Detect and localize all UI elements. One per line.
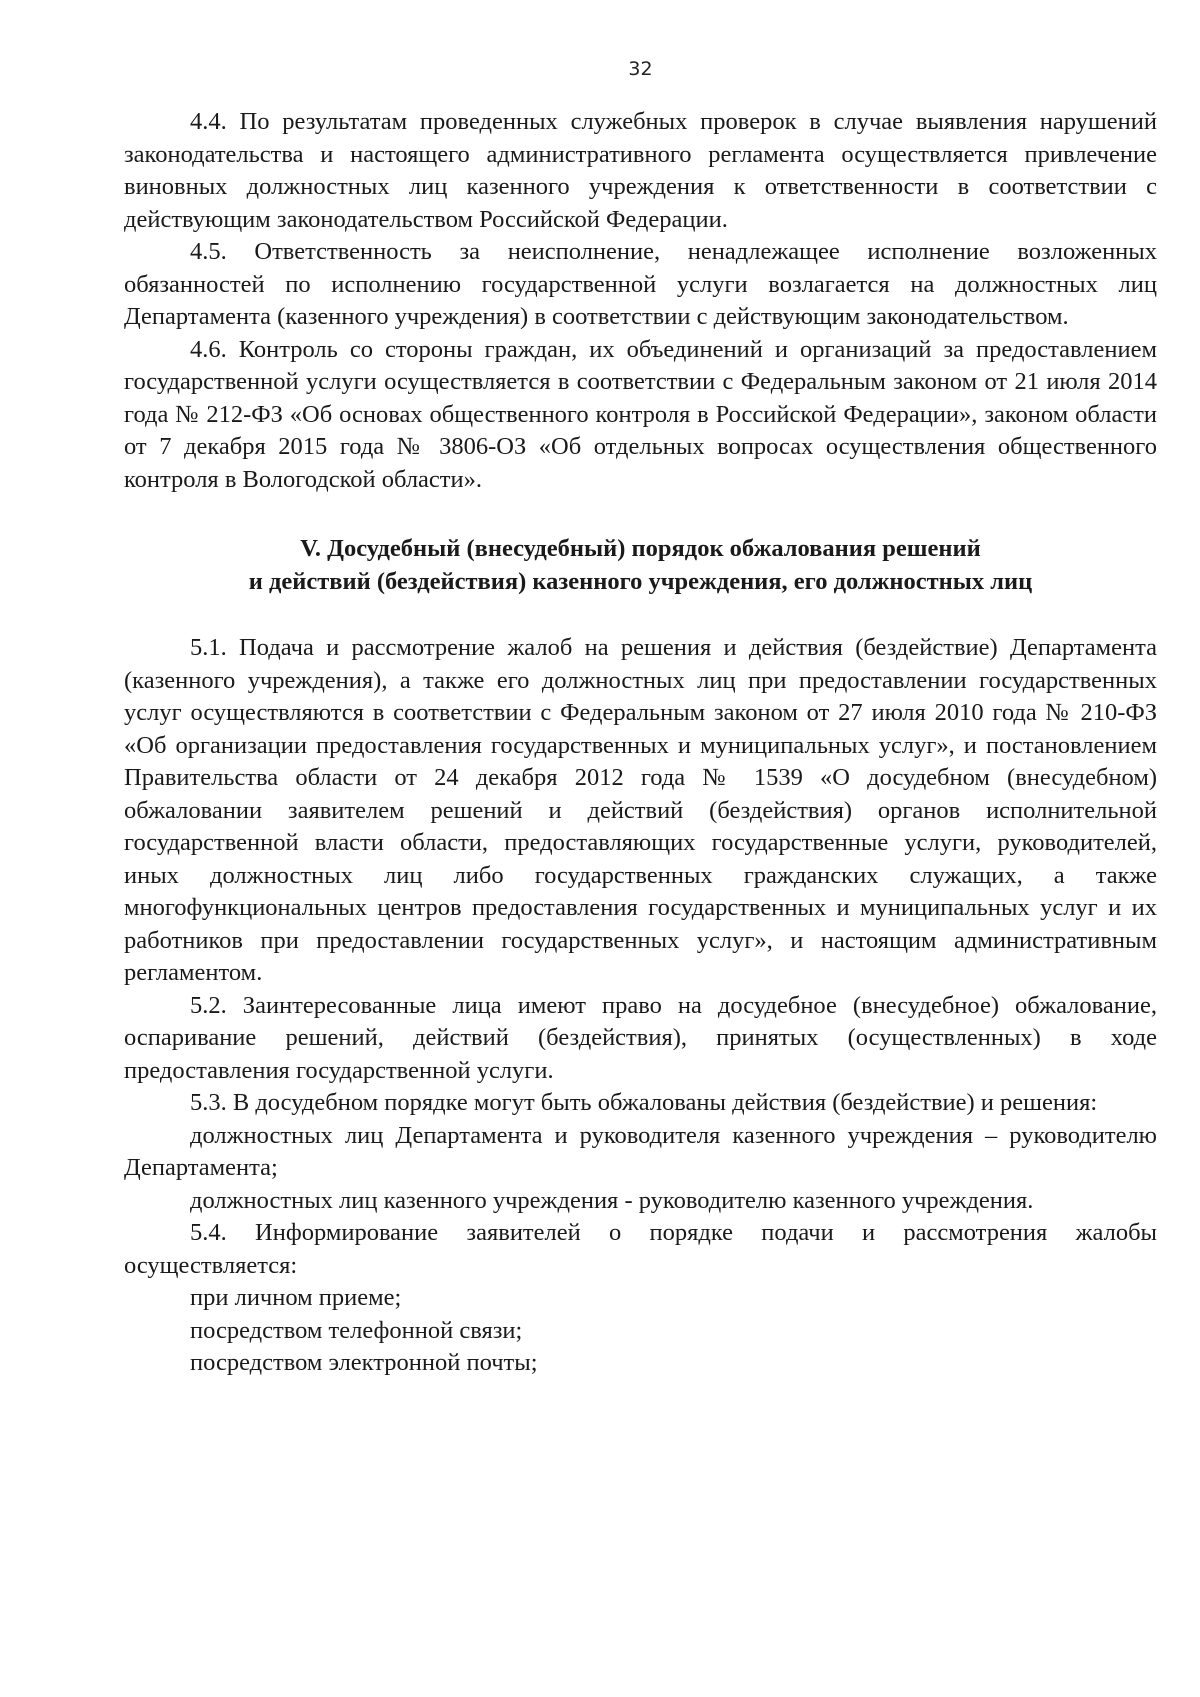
list-item-institution-officials: должностных лиц казенного учреждения - руководителю казенного учреждения. [190, 1186, 1034, 1214]
list-item-personal-reception: при личном приеме; [190, 1284, 402, 1311]
paragraph-5-1: 5.1. Подача и рассмотрение жалоб на решения и действия (бездействие) Департамента (казенного учреждения), а также его должностных лиц при предоставлении государственных услуг осуществляются в соответствии с Федеральным законом от 27 июля 2010 года № 210-ФЗ «Об организации предоставления государственных и муниципальных услуг», и постановлением Правительства области от 24 декабря 2012 года № 1539 «О досудебном (внесудебном) обжаловании заявителем решений и действий (бездействия) органов исполнительной государственной власти области, предоставляющих государственные услуги, руководителей, иных должностных лиц либо государственных гражданских служащих, а также многофункциональных центров предоставления государственных и муниципальных услуг и их работников при предоставлении государственных услуг», и настоящим административным регламентом. [124, 634, 1157, 986]
page-number: 32 [628, 58, 653, 80]
section-heading-line-2: и действий (бездействия) казенного учреждения, его должностных лиц [248, 568, 1033, 595]
paragraph-5-4: 5.4. Информирование заявителей о порядке подачи и рассмотрения жалобы осуществляется: [124, 1219, 1157, 1279]
list-item-telephone: посредством телефонной связи; [190, 1316, 523, 1344]
paragraph-4-4: 4.4. По результатам проведенных служебных проверок в случае выявления нарушений законодательства и настоящего административного регламента осуществляется привлечение виновных должностных лиц казенного учреждения к ответственности в соответствии с действующим законодательством Российской Федерации. [124, 108, 1157, 233]
list-item-department-officials: должностных лиц Департамента и руководителя казенного учреждения – руководителю Департамента; [124, 1121, 1157, 1181]
document-page [124, 58, 1157, 1380]
paragraph-4-5: 4.5. Ответственность за неисполнение, ненадлежащее исполнение возложенных обязанностей по исполнению государственной услуги возлагается на должностных лиц Департамента (казенного учреждения) в соответствии с действующим законодательством. [124, 238, 1157, 330]
paragraph-4-6: 4.6. Контроль со стороны граждан, их объединений и организаций за предоставлением государственной услуги осуществляется в соответствии с Федеральным законом от 21 июля 2014 года № 212-ФЗ «Об основах общественного контроля в Российской Федерации», законом области от 7 декабря 2015 года № 3806-ОЗ «Об отдельных вопросах осуществления общественного контроля в Вологодской области». [124, 335, 1157, 493]
list-item-email: посредством электронной почты; [190, 1349, 538, 1376]
paragraph-5-2: 5.2. Заинтересованные лица имеют право на досудебное (внесудебное) обжалование, оспаривание решений, действий (бездействия), принятых (осуществленных) в ходе предоставления государственной услуги. [124, 991, 1157, 1084]
section-heading [124, 532, 1157, 598]
paragraph-5-3: 5.3. В досудебном порядке могут быть обжалованы действия (бездействие) и решения: [190, 1089, 1098, 1116]
section-heading-line-1: V. Досудебный (внесудебный) порядок обжалования решений [300, 535, 981, 562]
